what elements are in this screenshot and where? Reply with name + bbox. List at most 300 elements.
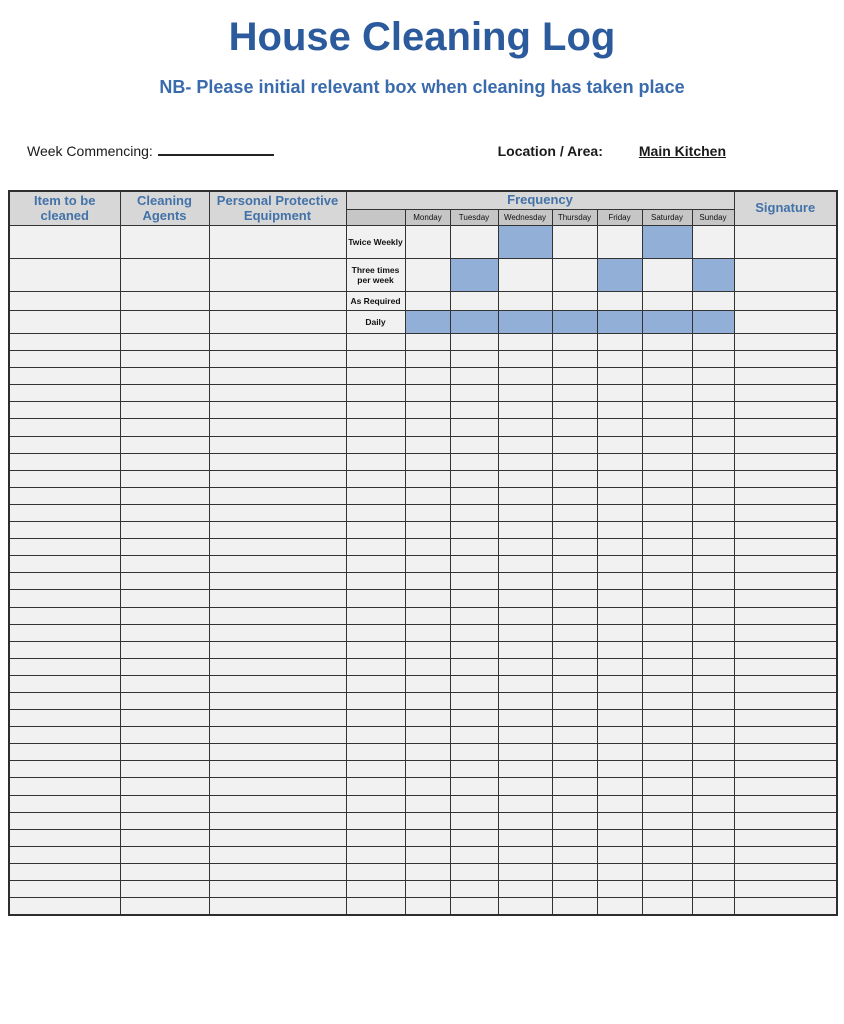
- ppe-cell[interactable]: [209, 419, 346, 436]
- day-cell-monday[interactable]: [405, 504, 450, 521]
- day-cell-thursday[interactable]: [552, 590, 597, 607]
- day-cell-saturday[interactable]: [642, 573, 692, 590]
- day-cell-saturday[interactable]: [642, 658, 692, 675]
- item-cell[interactable]: [9, 573, 120, 590]
- day-cell-tuesday[interactable]: [450, 436, 498, 453]
- day-cell-friday[interactable]: [597, 402, 642, 419]
- item-cell[interactable]: [9, 453, 120, 470]
- day-cell-sunday[interactable]: [692, 504, 734, 521]
- agents-cell[interactable]: [120, 675, 209, 692]
- day-cell-friday[interactable]: [597, 658, 642, 675]
- day-cell-sunday[interactable]: [692, 259, 734, 292]
- day-cell-saturday[interactable]: [642, 259, 692, 292]
- day-cell-wednesday[interactable]: [498, 778, 552, 795]
- signature-cell[interactable]: [734, 453, 837, 470]
- week-commencing-blank-field[interactable]: [158, 141, 274, 156]
- day-cell-thursday[interactable]: [552, 778, 597, 795]
- day-cell-monday[interactable]: [405, 658, 450, 675]
- day-cell-wednesday[interactable]: [498, 226, 552, 259]
- agents-cell[interactable]: [120, 590, 209, 607]
- item-cell[interactable]: [9, 744, 120, 761]
- day-cell-monday[interactable]: [405, 624, 450, 641]
- frequency-label-cell[interactable]: [346, 881, 405, 898]
- day-cell-sunday[interactable]: [692, 795, 734, 812]
- day-cell-thursday[interactable]: [552, 898, 597, 916]
- day-cell-wednesday[interactable]: [498, 710, 552, 727]
- ppe-cell[interactable]: [209, 522, 346, 539]
- ppe-cell[interactable]: [209, 402, 346, 419]
- day-cell-sunday[interactable]: [692, 624, 734, 641]
- day-cell-sunday[interactable]: [692, 556, 734, 573]
- frequency-label-cell[interactable]: [346, 487, 405, 504]
- frequency-label-cell[interactable]: [346, 778, 405, 795]
- day-cell-friday[interactable]: [597, 419, 642, 436]
- day-cell-tuesday[interactable]: [450, 504, 498, 521]
- day-cell-friday[interactable]: [597, 590, 642, 607]
- day-cell-thursday[interactable]: [552, 470, 597, 487]
- agents-cell[interactable]: [120, 259, 209, 292]
- frequency-label-cell[interactable]: [346, 624, 405, 641]
- frequency-label-cell[interactable]: [346, 453, 405, 470]
- signature-cell[interactable]: [734, 795, 837, 812]
- agents-cell[interactable]: [120, 829, 209, 846]
- signature-cell[interactable]: [734, 470, 837, 487]
- agents-cell[interactable]: [120, 778, 209, 795]
- day-cell-wednesday[interactable]: [498, 863, 552, 880]
- item-cell[interactable]: [9, 778, 120, 795]
- ppe-cell[interactable]: [209, 727, 346, 744]
- frequency-label-cell[interactable]: [346, 812, 405, 829]
- ppe-cell[interactable]: [209, 898, 346, 916]
- agents-cell[interactable]: [120, 419, 209, 436]
- day-cell-tuesday[interactable]: [450, 881, 498, 898]
- day-cell-monday[interactable]: [405, 385, 450, 402]
- day-cell-wednesday[interactable]: [498, 881, 552, 898]
- ppe-cell[interactable]: [209, 487, 346, 504]
- agents-cell[interactable]: [120, 504, 209, 521]
- agents-cell[interactable]: [120, 624, 209, 641]
- ppe-cell[interactable]: [209, 453, 346, 470]
- agents-cell[interactable]: [120, 292, 209, 311]
- day-cell-tuesday[interactable]: [450, 351, 498, 368]
- day-cell-wednesday[interactable]: [498, 487, 552, 504]
- day-cell-tuesday[interactable]: [450, 607, 498, 624]
- item-cell[interactable]: [9, 658, 120, 675]
- day-cell-wednesday[interactable]: [498, 522, 552, 539]
- signature-cell[interactable]: [734, 259, 837, 292]
- agents-cell[interactable]: [120, 351, 209, 368]
- day-cell-tuesday[interactable]: [450, 539, 498, 556]
- day-cell-monday[interactable]: [405, 641, 450, 658]
- ppe-cell[interactable]: [209, 624, 346, 641]
- day-cell-friday[interactable]: [597, 453, 642, 470]
- frequency-label-cell[interactable]: [346, 795, 405, 812]
- day-cell-sunday[interactable]: [692, 675, 734, 692]
- day-cell-saturday[interactable]: [642, 453, 692, 470]
- ppe-cell[interactable]: [209, 573, 346, 590]
- day-cell-tuesday[interactable]: [450, 385, 498, 402]
- item-cell[interactable]: [9, 311, 120, 334]
- agents-cell[interactable]: [120, 226, 209, 259]
- day-cell-wednesday[interactable]: [498, 641, 552, 658]
- day-cell-thursday[interactable]: [552, 641, 597, 658]
- day-cell-monday[interactable]: [405, 761, 450, 778]
- day-cell-friday[interactable]: [597, 778, 642, 795]
- frequency-label-cell[interactable]: [346, 607, 405, 624]
- day-cell-thursday[interactable]: [552, 607, 597, 624]
- day-cell-tuesday[interactable]: [450, 573, 498, 590]
- agents-cell[interactable]: [120, 727, 209, 744]
- frequency-label-cell[interactable]: [346, 744, 405, 761]
- day-cell-wednesday[interactable]: [498, 692, 552, 709]
- day-cell-saturday[interactable]: [642, 607, 692, 624]
- signature-cell[interactable]: [734, 846, 837, 863]
- day-cell-tuesday[interactable]: [450, 487, 498, 504]
- ppe-cell[interactable]: [209, 641, 346, 658]
- frequency-label-cell[interactable]: [346, 334, 405, 351]
- day-cell-sunday[interactable]: [692, 898, 734, 916]
- item-cell[interactable]: [9, 504, 120, 521]
- day-cell-saturday[interactable]: [642, 334, 692, 351]
- day-cell-thursday[interactable]: [552, 761, 597, 778]
- ppe-cell[interactable]: [209, 692, 346, 709]
- day-cell-saturday[interactable]: [642, 522, 692, 539]
- day-cell-wednesday[interactable]: [498, 829, 552, 846]
- signature-cell[interactable]: [734, 778, 837, 795]
- agents-cell[interactable]: [120, 573, 209, 590]
- day-cell-tuesday[interactable]: [450, 812, 498, 829]
- day-cell-saturday[interactable]: [642, 829, 692, 846]
- day-cell-wednesday[interactable]: [498, 334, 552, 351]
- agents-cell[interactable]: [120, 556, 209, 573]
- day-cell-tuesday[interactable]: [450, 453, 498, 470]
- day-cell-sunday[interactable]: [692, 453, 734, 470]
- day-cell-monday[interactable]: [405, 368, 450, 385]
- frequency-label-cell[interactable]: [346, 573, 405, 590]
- agents-cell[interactable]: [120, 761, 209, 778]
- ppe-cell[interactable]: [209, 846, 346, 863]
- day-cell-thursday[interactable]: [552, 846, 597, 863]
- ppe-cell[interactable]: [209, 658, 346, 675]
- agents-cell[interactable]: [120, 470, 209, 487]
- day-cell-monday[interactable]: [405, 573, 450, 590]
- item-cell[interactable]: [9, 795, 120, 812]
- day-cell-wednesday[interactable]: [498, 259, 552, 292]
- day-cell-saturday[interactable]: [642, 470, 692, 487]
- day-cell-thursday[interactable]: [552, 402, 597, 419]
- ppe-cell[interactable]: [209, 436, 346, 453]
- item-cell[interactable]: [9, 881, 120, 898]
- day-cell-sunday[interactable]: [692, 539, 734, 556]
- day-cell-sunday[interactable]: [692, 292, 734, 311]
- item-cell[interactable]: [9, 226, 120, 259]
- ppe-cell[interactable]: [209, 368, 346, 385]
- signature-cell[interactable]: [734, 226, 837, 259]
- day-cell-sunday[interactable]: [692, 692, 734, 709]
- day-cell-saturday[interactable]: [642, 675, 692, 692]
- frequency-label-cell[interactable]: [346, 727, 405, 744]
- agents-cell[interactable]: [120, 692, 209, 709]
- day-cell-thursday[interactable]: [552, 744, 597, 761]
- day-cell-sunday[interactable]: [692, 710, 734, 727]
- day-cell-saturday[interactable]: [642, 761, 692, 778]
- frequency-label-cell[interactable]: [346, 692, 405, 709]
- day-cell-thursday[interactable]: [552, 259, 597, 292]
- item-cell[interactable]: [9, 556, 120, 573]
- day-cell-tuesday[interactable]: [450, 556, 498, 573]
- item-cell[interactable]: [9, 863, 120, 880]
- day-cell-sunday[interactable]: [692, 761, 734, 778]
- day-cell-friday[interactable]: [597, 311, 642, 334]
- ppe-cell[interactable]: [209, 226, 346, 259]
- agents-cell[interactable]: [120, 368, 209, 385]
- day-cell-wednesday[interactable]: [498, 385, 552, 402]
- day-cell-friday[interactable]: [597, 881, 642, 898]
- day-cell-thursday[interactable]: [552, 419, 597, 436]
- signature-cell[interactable]: [734, 881, 837, 898]
- day-cell-saturday[interactable]: [642, 292, 692, 311]
- day-cell-tuesday[interactable]: [450, 311, 498, 334]
- day-cell-monday[interactable]: [405, 846, 450, 863]
- ppe-cell[interactable]: [209, 607, 346, 624]
- day-cell-friday[interactable]: [597, 692, 642, 709]
- day-cell-thursday[interactable]: [552, 727, 597, 744]
- day-cell-wednesday[interactable]: [498, 419, 552, 436]
- item-cell[interactable]: [9, 402, 120, 419]
- day-cell-wednesday[interactable]: [498, 590, 552, 607]
- signature-cell[interactable]: [734, 436, 837, 453]
- day-cell-saturday[interactable]: [642, 641, 692, 658]
- signature-cell[interactable]: [734, 710, 837, 727]
- day-cell-friday[interactable]: [597, 556, 642, 573]
- day-cell-sunday[interactable]: [692, 487, 734, 504]
- agents-cell[interactable]: [120, 487, 209, 504]
- signature-cell[interactable]: [734, 727, 837, 744]
- ppe-cell[interactable]: [209, 556, 346, 573]
- signature-cell[interactable]: [734, 351, 837, 368]
- day-cell-wednesday[interactable]: [498, 453, 552, 470]
- ppe-cell[interactable]: [209, 744, 346, 761]
- agents-cell[interactable]: [120, 607, 209, 624]
- day-cell-thursday[interactable]: [552, 881, 597, 898]
- item-cell[interactable]: [9, 368, 120, 385]
- day-cell-sunday[interactable]: [692, 402, 734, 419]
- day-cell-saturday[interactable]: [642, 311, 692, 334]
- day-cell-thursday[interactable]: [552, 556, 597, 573]
- ppe-cell[interactable]: [209, 863, 346, 880]
- day-cell-saturday[interactable]: [642, 436, 692, 453]
- ppe-cell[interactable]: [209, 812, 346, 829]
- signature-cell[interactable]: [734, 539, 837, 556]
- item-cell[interactable]: [9, 641, 120, 658]
- day-cell-tuesday[interactable]: [450, 419, 498, 436]
- signature-cell[interactable]: [734, 368, 837, 385]
- day-cell-sunday[interactable]: [692, 863, 734, 880]
- signature-cell[interactable]: [734, 812, 837, 829]
- agents-cell[interactable]: [120, 522, 209, 539]
- day-cell-monday[interactable]: [405, 795, 450, 812]
- agents-cell[interactable]: [120, 744, 209, 761]
- frequency-label-cell[interactable]: [346, 829, 405, 846]
- day-cell-friday[interactable]: [597, 470, 642, 487]
- signature-cell[interactable]: [734, 624, 837, 641]
- frequency-label-cell[interactable]: [346, 351, 405, 368]
- item-cell[interactable]: [9, 812, 120, 829]
- day-cell-thursday[interactable]: [552, 385, 597, 402]
- day-cell-tuesday[interactable]: [450, 863, 498, 880]
- day-cell-friday[interactable]: [597, 710, 642, 727]
- item-cell[interactable]: [9, 898, 120, 916]
- day-cell-friday[interactable]: [597, 259, 642, 292]
- ppe-cell[interactable]: [209, 351, 346, 368]
- signature-cell[interactable]: [734, 334, 837, 351]
- day-cell-monday[interactable]: [405, 607, 450, 624]
- day-cell-monday[interactable]: [405, 522, 450, 539]
- day-cell-wednesday[interactable]: [498, 658, 552, 675]
- agents-cell[interactable]: [120, 658, 209, 675]
- day-cell-friday[interactable]: [597, 368, 642, 385]
- agents-cell[interactable]: [120, 641, 209, 658]
- agents-cell[interactable]: [120, 311, 209, 334]
- day-cell-wednesday[interactable]: [498, 402, 552, 419]
- frequency-label-cell[interactable]: [346, 590, 405, 607]
- day-cell-monday[interactable]: [405, 436, 450, 453]
- day-cell-wednesday[interactable]: [498, 795, 552, 812]
- item-cell[interactable]: [9, 710, 120, 727]
- day-cell-wednesday[interactable]: [498, 504, 552, 521]
- day-cell-monday[interactable]: [405, 590, 450, 607]
- day-cell-monday[interactable]: [405, 812, 450, 829]
- signature-cell[interactable]: [734, 898, 837, 916]
- day-cell-monday[interactable]: [405, 881, 450, 898]
- day-cell-tuesday[interactable]: [450, 402, 498, 419]
- day-cell-tuesday[interactable]: [450, 658, 498, 675]
- day-cell-monday[interactable]: [405, 539, 450, 556]
- day-cell-wednesday[interactable]: [498, 744, 552, 761]
- signature-cell[interactable]: [734, 419, 837, 436]
- day-cell-thursday[interactable]: [552, 522, 597, 539]
- day-cell-sunday[interactable]: [692, 522, 734, 539]
- signature-cell[interactable]: [734, 829, 837, 846]
- day-cell-monday[interactable]: [405, 692, 450, 709]
- ppe-cell[interactable]: [209, 292, 346, 311]
- signature-cell[interactable]: [734, 487, 837, 504]
- item-cell[interactable]: [9, 419, 120, 436]
- day-cell-tuesday[interactable]: [450, 778, 498, 795]
- day-cell-monday[interactable]: [405, 453, 450, 470]
- day-cell-thursday[interactable]: [552, 863, 597, 880]
- day-cell-sunday[interactable]: [692, 311, 734, 334]
- day-cell-sunday[interactable]: [692, 334, 734, 351]
- day-cell-thursday[interactable]: [552, 487, 597, 504]
- agents-cell[interactable]: [120, 812, 209, 829]
- frequency-label-cell[interactable]: [346, 556, 405, 573]
- day-cell-friday[interactable]: [597, 727, 642, 744]
- item-cell[interactable]: [9, 727, 120, 744]
- day-cell-monday[interactable]: [405, 487, 450, 504]
- day-cell-monday[interactable]: [405, 675, 450, 692]
- day-cell-thursday[interactable]: [552, 710, 597, 727]
- day-cell-friday[interactable]: [597, 761, 642, 778]
- day-cell-thursday[interactable]: [552, 436, 597, 453]
- day-cell-wednesday[interactable]: [498, 292, 552, 311]
- day-cell-friday[interactable]: [597, 624, 642, 641]
- day-cell-saturday[interactable]: [642, 778, 692, 795]
- day-cell-wednesday[interactable]: [498, 846, 552, 863]
- day-cell-thursday[interactable]: [552, 226, 597, 259]
- day-cell-saturday[interactable]: [642, 487, 692, 504]
- frequency-label-cell[interactable]: [346, 898, 405, 916]
- day-cell-tuesday[interactable]: [450, 846, 498, 863]
- day-cell-saturday[interactable]: [642, 368, 692, 385]
- day-cell-saturday[interactable]: [642, 795, 692, 812]
- day-cell-wednesday[interactable]: [498, 470, 552, 487]
- day-cell-sunday[interactable]: [692, 727, 734, 744]
- item-cell[interactable]: [9, 470, 120, 487]
- item-cell[interactable]: [9, 829, 120, 846]
- day-cell-thursday[interactable]: [552, 692, 597, 709]
- day-cell-sunday[interactable]: [692, 436, 734, 453]
- day-cell-wednesday[interactable]: [498, 539, 552, 556]
- agents-cell[interactable]: [120, 898, 209, 916]
- day-cell-wednesday[interactable]: [498, 812, 552, 829]
- signature-cell[interactable]: [734, 658, 837, 675]
- day-cell-wednesday[interactable]: [498, 624, 552, 641]
- day-cell-thursday[interactable]: [552, 368, 597, 385]
- day-cell-friday[interactable]: [597, 744, 642, 761]
- agents-cell[interactable]: [120, 881, 209, 898]
- day-cell-wednesday[interactable]: [498, 898, 552, 916]
- day-cell-friday[interactable]: [597, 487, 642, 504]
- day-cell-wednesday[interactable]: [498, 556, 552, 573]
- ppe-cell[interactable]: [209, 761, 346, 778]
- day-cell-thursday[interactable]: [552, 658, 597, 675]
- ppe-cell[interactable]: [209, 829, 346, 846]
- day-cell-friday[interactable]: [597, 539, 642, 556]
- day-cell-saturday[interactable]: [642, 504, 692, 521]
- agents-cell[interactable]: [120, 795, 209, 812]
- signature-cell[interactable]: [734, 675, 837, 692]
- day-cell-saturday[interactable]: [642, 692, 692, 709]
- frequency-label-cell[interactable]: [346, 710, 405, 727]
- day-cell-thursday[interactable]: [552, 504, 597, 521]
- item-cell[interactable]: [9, 334, 120, 351]
- day-cell-monday[interactable]: [405, 829, 450, 846]
- day-cell-monday[interactable]: [405, 710, 450, 727]
- frequency-label-cell[interactable]: [346, 470, 405, 487]
- agents-cell[interactable]: [120, 385, 209, 402]
- day-cell-thursday[interactable]: [552, 292, 597, 311]
- frequency-label-cell[interactable]: [346, 658, 405, 675]
- day-cell-saturday[interactable]: [642, 881, 692, 898]
- item-cell[interactable]: [9, 292, 120, 311]
- day-cell-wednesday[interactable]: [498, 675, 552, 692]
- day-cell-saturday[interactable]: [642, 539, 692, 556]
- day-cell-sunday[interactable]: [692, 778, 734, 795]
- day-cell-wednesday[interactable]: [498, 436, 552, 453]
- day-cell-sunday[interactable]: [692, 607, 734, 624]
- day-cell-thursday[interactable]: [552, 334, 597, 351]
- signature-cell[interactable]: [734, 692, 837, 709]
- frequency-label-cell[interactable]: [346, 504, 405, 521]
- ppe-cell[interactable]: [209, 795, 346, 812]
- frequency-label-cell[interactable]: [346, 761, 405, 778]
- day-cell-tuesday[interactable]: [450, 292, 498, 311]
- day-cell-friday[interactable]: [597, 898, 642, 916]
- frequency-label-cell[interactable]: [346, 368, 405, 385]
- day-cell-wednesday[interactable]: [498, 727, 552, 744]
- day-cell-saturday[interactable]: [642, 846, 692, 863]
